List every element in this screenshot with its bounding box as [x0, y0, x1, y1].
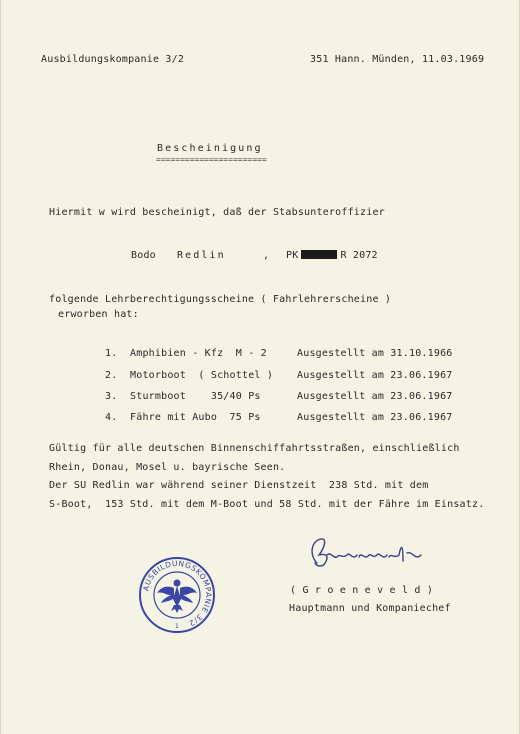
pk-label: PK	[286, 250, 299, 261]
license-issued: Ausgestellt am 31.10.1966	[297, 348, 453, 359]
license-issued: Ausgestellt am 23.06.1967	[297, 412, 453, 423]
handwritten-signature	[303, 533, 431, 573]
body-line-1: Gültig für alle deutschen Binnenschiffahrtsstraßen, einschließlich	[49, 443, 460, 454]
person-last-name: Redlin	[177, 250, 226, 261]
person-first-name: Bodo	[131, 250, 156, 261]
eagle-emblem-icon	[157, 580, 197, 614]
license-num: 1.	[105, 348, 118, 359]
document-title: Bescheinigung	[157, 143, 263, 154]
person-separator: ,	[263, 250, 270, 261]
body-line-4: S-Boot, 153 Std. mit dem M-Boot und 58 Std. mit der Fähre im Einsatz.	[49, 499, 485, 510]
license-issued: Ausgestellt am 23.06.1967	[297, 370, 453, 381]
licenses-intro-2: erworben hat:	[58, 309, 139, 320]
license-name: Fähre mit Aubo 75 Ps	[130, 412, 261, 423]
sender-unit: Ausbildungskompanie 3/2	[41, 54, 185, 65]
body-line-2: Rhein, Donau, Mosel u. bayrische Seen.	[49, 462, 286, 473]
signatory-role: Hauptmann und Kompaniechef	[289, 603, 451, 614]
stamp-ring-text: AUSBILDUNGSKOMPANIE 3/2	[141, 558, 214, 629]
redaction-bar	[301, 250, 337, 259]
title-underline: =======================	[156, 155, 267, 164]
license-issued: Ausgestellt am 23.06.1967	[297, 391, 453, 402]
place-date: 351 Hann. Münden, 11.03.1969	[310, 54, 485, 65]
official-seal-stamp	[137, 555, 217, 635]
license-num: 2.	[105, 370, 118, 381]
license-name: Sturmboot 35/40 Ps	[130, 391, 261, 402]
licenses-intro-1: folgende Lehrberechtigungsscheine ( Fahrlehrerscheine )	[49, 294, 392, 305]
intro-line: Hiermit w wird bescheinigt, daß der Stabsunteroffizier	[49, 207, 385, 218]
license-num: 4.	[105, 412, 118, 423]
stamp-number: 1	[174, 623, 180, 630]
pk-field	[286, 250, 378, 262]
signatory-name: ( G r o e n e v e l d )	[290, 585, 434, 596]
pk-suffix: R 2072	[340, 250, 378, 261]
body-line-3: Der SU Redlin war während seiner Dienstzeit 238 Std. mit dem	[49, 480, 429, 491]
license-num: 3.	[105, 391, 118, 402]
license-name: Amphibien - Kfz M - 2	[130, 348, 267, 359]
license-name: Motorboot ( Schottel )	[130, 370, 274, 381]
